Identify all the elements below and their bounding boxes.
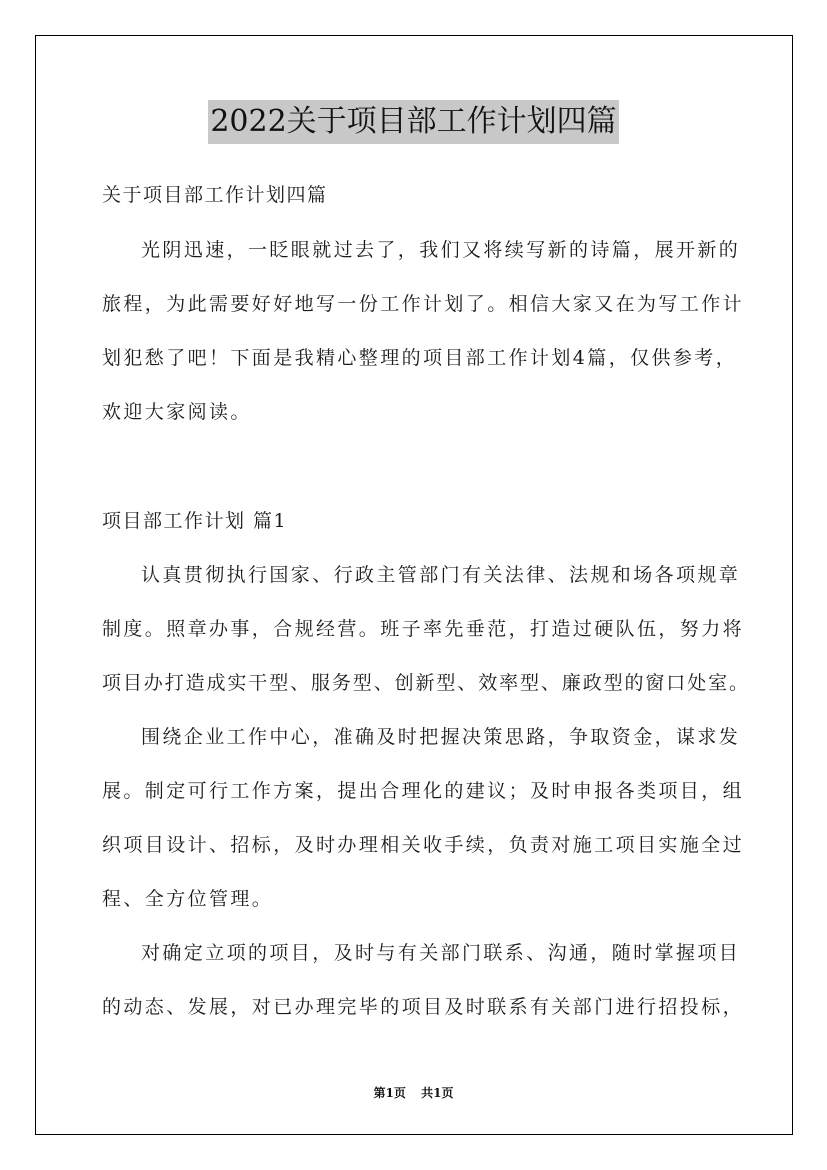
document-subtitle: 关于项目部工作计划四篇	[102, 184, 328, 206]
para3-line-2: 的动态、发展，对已办理完毕的项目及时联系有关部门进行招投标，	[102, 996, 745, 1018]
page-total: 共1页	[421, 1086, 454, 1100]
intro-line-1: 光阴迅速，一眨眼就过去了，我们又将续写新的诗篇，展开新的	[141, 239, 741, 261]
para2-line-4: 程、全方位管理。	[102, 888, 274, 910]
para2-line-1: 围绕企业工作中心，准确及时把握决策思路，争取资金，谋求发	[141, 726, 741, 748]
section-heading: 项目部工作计划 篇1	[102, 510, 288, 532]
intro-line-2: 旅程，为此需要好好地写一份工作计划了。相信大家又在为写工作计	[102, 293, 745, 315]
document-title: 2022关于项目部工作计划四篇	[208, 100, 618, 144]
intro-line-4: 欢迎大家阅读。	[102, 401, 252, 423]
page-footer	[0, 1084, 827, 1101]
para1-line-1: 认真贯彻执行国家、行政主管部门有关法律、法规和场各项规章	[141, 564, 741, 586]
para1-line-3: 项目办打造成实干型、服务型、创新型、效率型、廉政型的窗口处室。	[102, 672, 750, 694]
intro-line-3: 划犯愁了吧！下面是我精心整理的项目部工作计划4篇，仅供参考，	[102, 347, 738, 369]
para2-line-3: 织项目设计、招标，及时办理相关收手续，负责对施工项目实施全过	[102, 834, 745, 856]
page-number: 第1页	[373, 1086, 406, 1100]
title-container	[0, 100, 827, 144]
para3-line-1: 对确定立项的项目，及时与有关部门联系、沟通，随时掌握项目	[141, 942, 741, 964]
para2-line-2: 展。制定可行工作方案，提出合理化的建议；及时申报各类项目，组	[102, 780, 745, 802]
para1-line-2: 制度。照章办事，合规经营。班子率先垂范，打造过硬队伍，努力将	[102, 618, 745, 640]
